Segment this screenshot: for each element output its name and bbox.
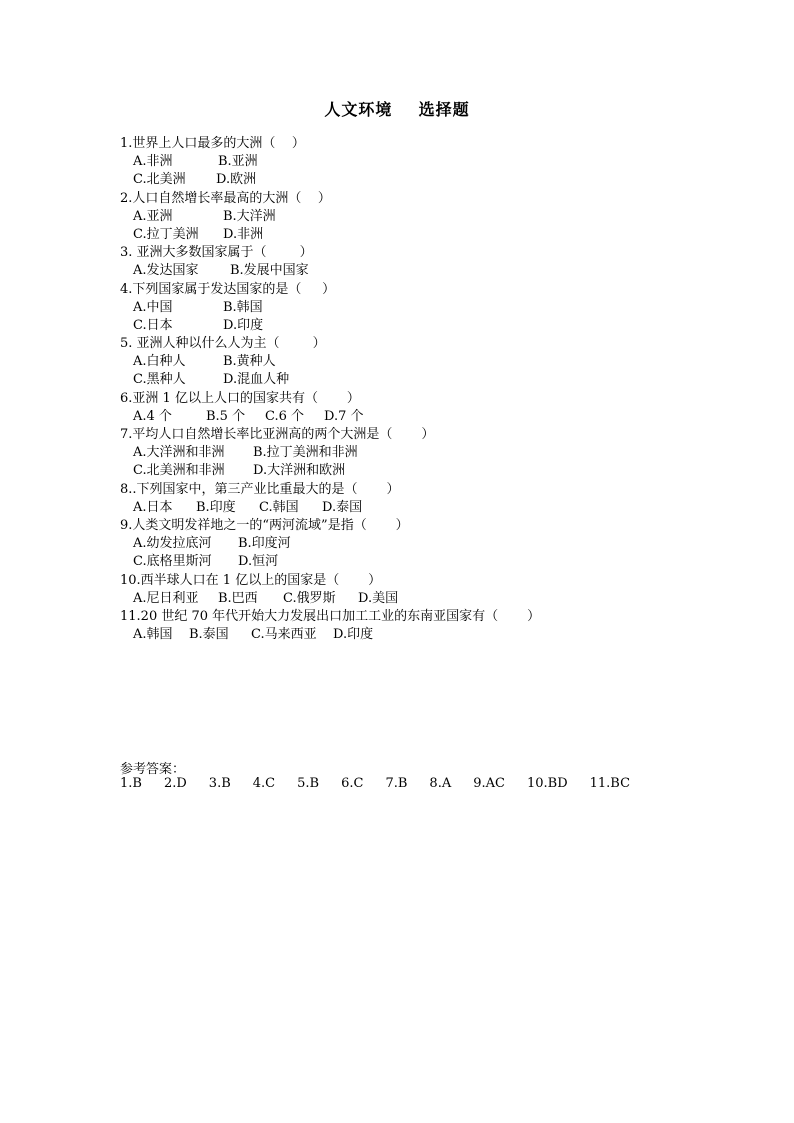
answer-option: B.拉丁美洲和非洲 [253,445,358,461]
answer-option: B.5 个 [206,408,246,424]
option-line [120,153,720,171]
answer-option: C.北美洲 [133,172,186,188]
answer-option: A.大洋洲和非洲 [133,445,225,461]
answer-option: D.印度 [223,317,264,333]
answer-option: A.日本 [133,499,173,515]
option-line [120,535,720,553]
answer-option: C.马来西亚 [251,627,317,643]
answers-label: 参考答案： [120,762,186,777]
option-line [120,171,720,189]
answer-option: C.日本 [133,317,173,333]
answer-key-item: 2.D [163,776,187,791]
answer-option: B.亚洲 [218,154,258,170]
answer-key [120,776,652,791]
option-line [120,444,720,462]
question-11 [120,608,720,644]
answer-option: C.6 个 [265,408,305,424]
question-stem: 6.亚洲 1 亿以上人口的国家共有（ ） [120,390,360,406]
option-line [120,317,720,335]
page-title: 人文环境 选择题 [324,100,470,119]
question-10 [120,572,720,608]
answer-option: B.大洋洲 [223,208,276,224]
answer-option: A.非洲 [133,154,173,170]
answer-key-item: 11.BC [589,776,631,791]
option-line [120,408,720,426]
answer-key-item: 4.C [252,776,276,791]
option-line [120,553,720,571]
option-line [120,499,720,517]
option-line [120,462,720,480]
question-stem: 1.世界上人口最多的大洲（ ） [120,136,305,151]
answer-option: A.中国 [133,299,173,315]
question-5 [120,335,720,390]
answer-key-item: 7.B [385,776,408,791]
question-8 [120,481,720,517]
option-line [120,371,720,389]
answer-option: B.黄种人 [223,354,276,370]
answer-option: D.7 个 [324,408,364,424]
answer-option: C.底格里斯河 [133,554,212,570]
option-line [120,590,720,608]
answer-key-item: 8.A [429,776,452,791]
answer-option: D.恒河 [238,554,279,570]
answer-option: C.俄罗斯 [283,590,336,606]
answer-option: A.白种人 [133,354,186,370]
answer-option: B.印度 [196,499,236,515]
answer-option: B.巴西 [218,590,258,606]
answer-option: D.美国 [358,590,399,606]
answer-option: A.韩国 [133,627,173,643]
answer-option: D.非洲 [223,226,264,242]
option-line [120,208,720,226]
question-4 [120,281,720,336]
answer-option: B.韩国 [223,299,263,315]
question-stem: 9.人类文明发祥地之一的“两河流域”是指（ ） [120,517,409,533]
answer-option: B.泰国 [189,627,229,643]
answer-option: A.尼日利亚 [133,590,199,606]
question-2 [120,190,720,245]
question-stem: 7.平均人口自然增长率比亚洲高的两个大洲是（ ） [120,427,435,442]
question-6 [120,390,720,426]
question-stem: 8..下列国家中，第三产业比重最大的是（ ） [120,481,400,497]
question-stem: 5. 亚洲人种以什么人为主（ ） [120,336,326,352]
answer-option: C.韩国 [259,499,299,515]
answer-key-item: 10.BD [526,776,568,791]
question-7 [120,426,720,481]
question-stem: 3. 亚洲大多数国家属于（ ） [120,245,313,261]
question-1 [120,135,720,190]
answer-key-item: 5.B [297,776,320,791]
answer-option: A.亚洲 [133,208,173,224]
answer-key-item: 3.B [208,776,231,791]
answer-option: D.混血人种 [223,372,290,388]
question-stem: 10.西半球人口在 1 亿以上的国家是（ ） [120,572,382,588]
question-stem: 4.下列国家属于发达国家的是（ ） [120,281,336,297]
answer-option: C.黑种人 [133,372,186,388]
answer-option: B.发展中国家 [230,263,309,279]
option-line [120,353,720,371]
question-list [120,135,720,644]
answer-option: D.欧洲 [216,172,257,188]
option-line [120,299,720,317]
question-9 [120,517,720,572]
answer-key-item: 6.C [341,776,364,791]
answer-option: D.印度 [333,627,374,643]
answer-option: D.泰国 [322,499,363,515]
option-line [120,262,720,280]
answer-option: A.幼发拉底河 [133,536,212,552]
answer-option: A.4 个 [133,408,172,424]
question-3 [120,244,720,280]
answer-option: D.大洋洲和欧洲 [253,463,346,479]
answer-key-item: 9.AC [473,776,505,791]
option-line [120,226,720,244]
answer-option: B.印度河 [238,536,291,552]
answer-option: A.发达国家 [133,263,199,279]
answer-key-item: 1.B [120,776,142,791]
question-stem: 2.人口自然增长率最高的大洲（ ） [120,190,331,206]
answer-option: C.拉丁美洲 [133,226,199,242]
option-line [120,626,720,644]
question-stem: 11.20 世纪 70 年代开始大力发展出口加工工业的东南亚国家有（ ） [120,608,541,624]
answer-option: C.北美洲和非洲 [133,463,225,479]
